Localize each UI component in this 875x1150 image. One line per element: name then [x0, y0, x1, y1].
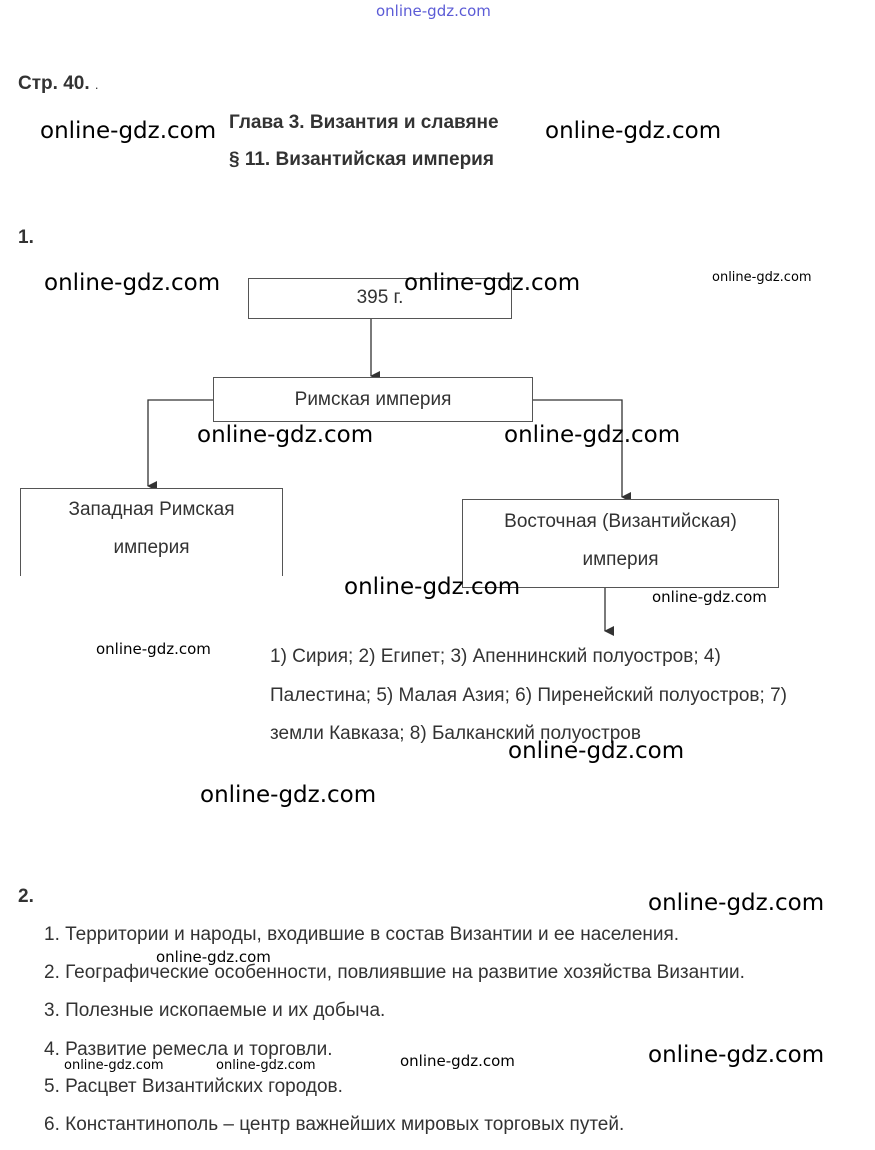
watermark: online-gdz.com — [652, 588, 767, 606]
territory-item: 7) земли Кавказа; — [270, 684, 787, 744]
top-watermark: online-gdz.com — [376, 2, 491, 20]
box-western-empire — [20, 488, 283, 576]
page-reference-mark: . — [94, 77, 99, 92]
task-1-number: 1. — [18, 227, 34, 248]
box-year-label: 395 г. — [356, 287, 404, 308]
territory-item: 5) Малая Азия; — [376, 684, 510, 706]
watermark: online-gdz.com — [197, 422, 374, 448]
watermark: online-gdz.com — [400, 1052, 515, 1070]
territory-item: 4) Палестина; — [270, 646, 721, 706]
territory-item: 3) Апеннинский полуостров; — [450, 646, 699, 667]
territory-item: 1) Сирия; — [270, 646, 354, 667]
box-eastern-empire-line1: Восточная (Византийская) — [504, 511, 737, 532]
box-roman-empire-label: Римская империя — [294, 389, 452, 410]
watermark: online-gdz.com — [504, 422, 681, 448]
territory-item: 6) Пиренейский полуостров; — [515, 684, 765, 706]
watermark: online-gdz.com — [96, 640, 211, 658]
territory-item: 2) Египет; — [358, 646, 446, 667]
watermark: online-gdz.com — [40, 118, 217, 144]
territory-item: 8) Балканский полуостров — [409, 723, 641, 744]
plan-item: 3. Полезные ископаемые и их добыча. — [44, 1000, 386, 1021]
watermark: online-gdz.com — [200, 782, 377, 808]
box-roman-empire — [213, 377, 533, 422]
box-western-empire-line2: империя — [113, 537, 190, 558]
page-reference-text: Стр. 40. — [18, 73, 90, 94]
watermark: online-gdz.com — [216, 1058, 316, 1073]
watermark: online-gdz.com — [404, 270, 581, 296]
watermark: online-gdz.com — [64, 1058, 164, 1073]
task-2-number: 2. — [18, 886, 34, 907]
box-eastern-empire-line2: империя — [582, 549, 659, 570]
watermark: online-gdz.com — [648, 1042, 825, 1068]
territories-list — [270, 638, 790, 754]
plan-item: 5. Расцвет Византийских городов. — [44, 1076, 343, 1097]
plan-item: 2. Географические особенности, повлиявшие на развитие хозяйства Византии. — [44, 962, 745, 983]
watermark: online-gdz.com — [44, 270, 221, 296]
watermark: online-gdz.com — [545, 118, 722, 144]
box-western-empire-line1: Западная Римская — [68, 499, 235, 520]
watermark: online-gdz.com — [712, 270, 812, 285]
watermark: online-gdz.com — [156, 948, 271, 966]
watermark: online-gdz.com — [344, 574, 521, 600]
plan-item: 4. Развитие ремесла и торговли. — [44, 1039, 333, 1060]
watermark: online-gdz.com — [508, 738, 685, 764]
section-title: § 11. Византийская империя — [229, 149, 494, 170]
arrow-empire-to-east — [533, 400, 622, 497]
chapter-title: Глава 3. Византия и славяне — [229, 112, 499, 133]
watermark: online-gdz.com — [648, 890, 825, 916]
plan-item: 6. Константинополь – центр важнейших мировых торговых путей. — [44, 1114, 625, 1135]
plan-item: 1. Территории и народы, входившие в состав Византии и ее населения. — [44, 924, 680, 945]
